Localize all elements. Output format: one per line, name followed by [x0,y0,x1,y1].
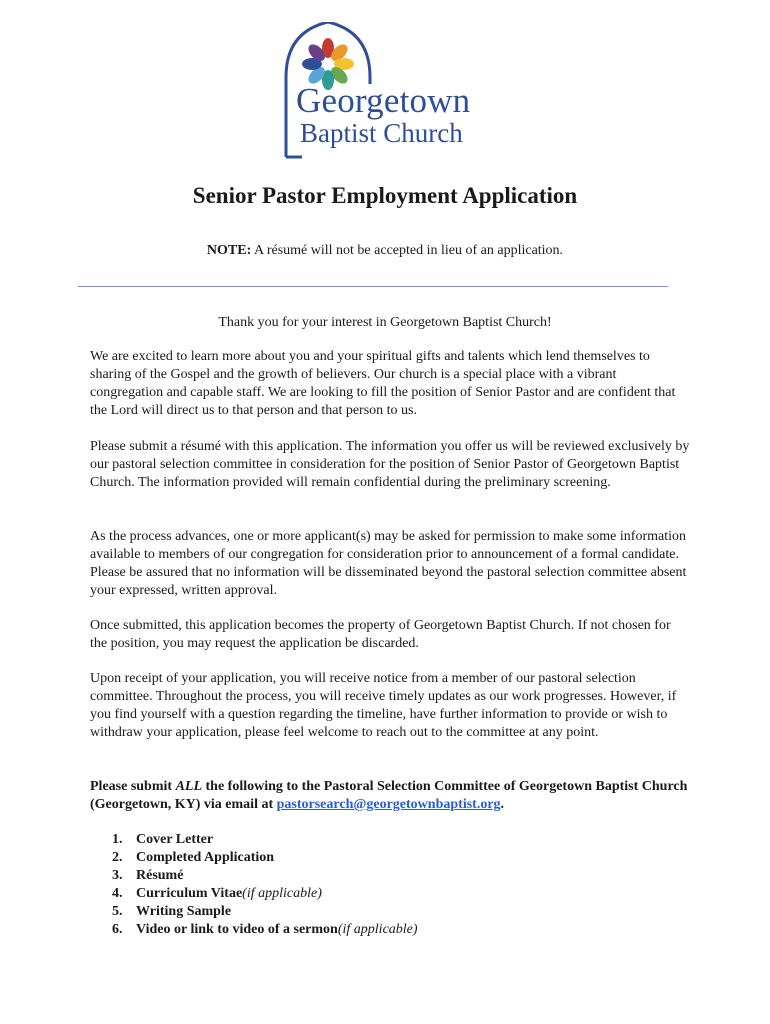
list-label: Résumé [136,868,184,883]
list-number: 1. [112,832,123,847]
list-label: Video or link to video of a sermon [136,922,338,937]
list-number: 2. [112,850,123,865]
paragraph-process: As the process advances, one or more applicant(s) may be asked for permission to make some information available to members of our congregation for consideration prior to announcement of a formal candidate. Please be assured that no information will be disseminated beyond the pastoral selection committee absent your expressed, written approval. [90,529,687,598]
submit-prefix: Please submit [90,779,176,794]
list-number: 4. [112,886,123,901]
list-qualifier: (if applicable) [242,886,322,901]
paragraph-intro: We are excited to learn more about you and your spiritual gifts and talents which lend themselves to sharing of the Gospel and the growth of believers. Our church is a special place with a vibrant congregation and capable staff. We are looking to fill the position of Senior Pastor and are confident that the Lord will direct us to that person and that person to us. [90,349,676,418]
list-item [112,921,418,939]
paragraph-receipt: Upon receipt of your application, you will receive notice from a member of our pastoral selection committee. Throughout the process, you will receive timely updates as our work progresses. However, if you find yourself with a question regarding the timeline, have further information to provide or wish to withdraw your application, please feel welcome to reach out to the committee at any point. [90,671,677,740]
paragraph-resume: Please submit a résumé with this application. The information you offer us will be reviewed exclusively by our pastoral selection committee in consideration for the position of Senior Pastor of Georgetown Baptist Church. The information provided will remain confidential during the preliminary screening. [90,439,690,490]
note-label: NOTE: [206,243,252,258]
list-label: Completed Application [136,850,275,865]
list-item [112,867,418,885]
divider [78,286,668,287]
note-text: A résumé will not be accepted in lieu of an application. [251,243,564,258]
logo-name-line1: Georgetown [296,81,471,120]
list-label: Cover Letter [136,832,214,847]
page-title: Senior Pastor Employment Application [192,183,578,208]
list-item [112,885,418,903]
list-item [112,831,418,849]
list-number: 3. [112,868,123,883]
list-item [112,849,418,867]
list-number: 5. [112,904,123,919]
thanks-line: Thank you for your interest in Georgetown Baptist Church! [218,315,552,330]
list-item [112,903,418,921]
logo-name-line2: Baptist Church [300,118,463,148]
paragraph-property: Once submitted, this application becomes the property of Georgetown Baptist Church. If not chosen for the position, you may request the application be discarded. [90,618,671,651]
checklist [112,831,418,939]
submit-suffix: . [500,797,505,812]
list-number: 6. [112,922,123,937]
submit-middle: the following to the Pastoral Selection Committee of Georgetown Baptist Church (Georgetown, KY) via email at [90,779,688,812]
submit-instructions [90,778,690,814]
note-line [0,242,770,260]
list-label: Writing Sample [136,904,232,919]
submit-emphasis: ALL [175,779,203,794]
list-qualifier: (if applicable) [337,922,418,937]
email-link[interactable]: pastorsearch@georgetownbaptist.org [276,797,501,812]
list-label: Curriculum Vitae [136,886,243,901]
